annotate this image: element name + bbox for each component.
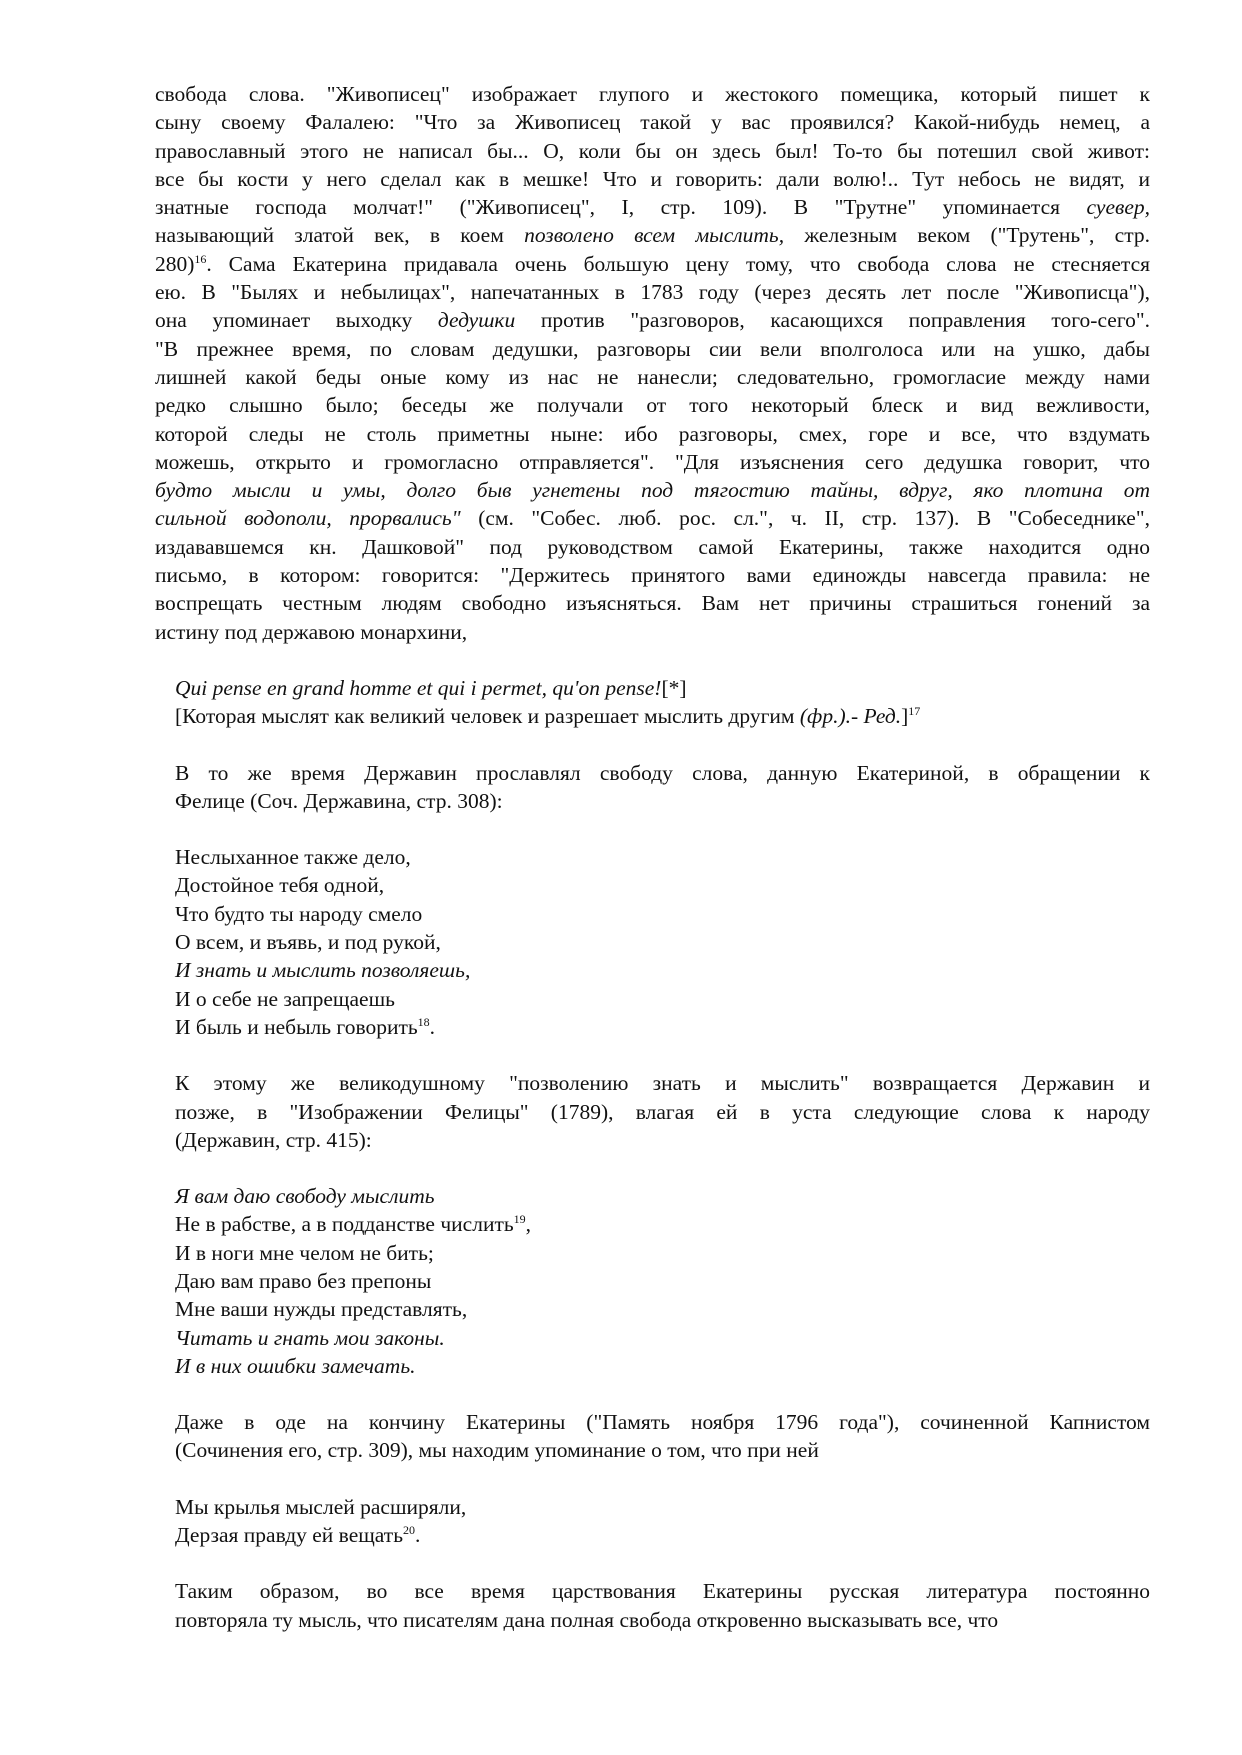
text-line <box>155 391 1150 419</box>
footnote-marker: 19 <box>513 1212 526 1227</box>
text-line <box>155 476 1150 504</box>
text-segment: она упоминает выходку <box>155 308 438 333</box>
text-segment: лишней какой беды оные кому из нас не нанесли; следовательно, громогласие между нами <box>155 364 1150 389</box>
text-segment: И в них ошибки замечать. <box>175 1353 416 1378</box>
text-line <box>155 618 1150 646</box>
text-segment: православный этого не написал бы... О, коли бы он здесь был! То-то бы потешил свой живот: <box>155 138 1150 163</box>
text-segment: Не в рабстве, а в подданстве числить <box>175 1212 514 1237</box>
verse-line <box>175 1267 1150 1295</box>
paragraph <box>155 759 1150 816</box>
text-segment: дедушки <box>437 308 516 333</box>
text-line <box>155 1577 1150 1605</box>
footnote-marker: 17 <box>908 704 921 719</box>
text-segment: письмо, в котором: говорится: "Держитесь принятого вами единожды навсегда правила: не <box>155 563 1150 588</box>
paragraph <box>155 1069 1150 1154</box>
text-segment: (см. "Собес. люб. рос. сл.", ч. II, стр. 137). В "Собеседнике", <box>460 506 1150 531</box>
text-segment: Что будто ты народу смело <box>175 901 423 926</box>
text-segment: , <box>525 1212 532 1237</box>
verse-line <box>175 928 1150 956</box>
text-segment: В то же время Державин прославлял свободу слова, данную Екатериной, в обращении к <box>175 760 1150 785</box>
text-segment: Таким образом, во все время царствования Екатерины русская литература постоянно <box>175 1579 1150 1604</box>
text-segment: сильной водополи, прорвались" <box>155 506 461 531</box>
text-segment: будто мысли и умы, долго быв угнетены под тягостию тайны, вдруг, яко плотина от <box>155 478 1150 503</box>
poem-stanza <box>155 1493 1150 1550</box>
text-segment: сыну своему Фалалею: "Что за Живописец такой у вас проявился? Какой-нибудь немец, а <box>155 110 1150 135</box>
text-line <box>155 278 1150 306</box>
paragraph <box>155 1577 1150 1634</box>
text-line <box>155 420 1150 448</box>
text-segment: Qui pense en grand homme et qui i permet, qu'on pense! <box>175 675 662 700</box>
text-segment: (Державин, стр. 415): <box>175 1127 372 1152</box>
quotation <box>155 674 1150 731</box>
text-segment: И о себе не запрещаешь <box>175 986 395 1011</box>
paragraph <box>155 1408 1150 1465</box>
poem-stanza <box>155 1182 1150 1380</box>
document-page <box>155 80 1150 1634</box>
text-segment: И быль и небыль говорить <box>175 1014 418 1039</box>
text-line <box>155 363 1150 391</box>
text-line <box>155 221 1150 249</box>
text-segment: И в ноги мне челом не бить; <box>175 1240 434 1265</box>
text-line <box>155 137 1150 165</box>
text-segment: 280) <box>155 251 195 276</box>
text-segment: против "разговоров, касающихся поправления того-сего". <box>515 308 1151 333</box>
text-segment: Неслыханное также дело, <box>175 845 411 870</box>
text-segment: [Которая мыслят как великий человек и разрешает мыслить другим <box>175 704 800 729</box>
verse-line <box>175 1239 1150 1267</box>
text-segment: Даже в оде на кончину Екатерины ("Память ноября 1796 года"), сочиненной Капнистом <box>175 1410 1150 1435</box>
text-line <box>155 1069 1150 1097</box>
text-line <box>155 250 1150 278</box>
text-segment: суевер, <box>1086 195 1150 220</box>
text-segment: ] <box>901 704 909 729</box>
text-line <box>155 306 1150 334</box>
text-segment: позже, в "Изображении Фелицы" (1789), влагая ей в уста следующие слова к народу <box>175 1099 1150 1124</box>
verse-line <box>175 1352 1150 1380</box>
text-segment: Читать и гнать мои законы. <box>175 1325 445 1350</box>
text-segment: . Сама Екатерина придавала очень большую цену тому, что свобода слова не стесняется <box>206 251 1150 276</box>
text-line <box>155 1126 1150 1154</box>
text-segment: (фр.).- Ред. <box>799 704 902 729</box>
text-segment: можешь, открыто и громогласно отправляется". "Для изъяснения сего дедушка говорит, что <box>155 449 1150 474</box>
text-segment: Мне ваши нужды представлять, <box>175 1297 468 1322</box>
verse-line <box>175 1324 1150 1352</box>
text-line <box>155 165 1150 193</box>
text-segment: О всем, и въявь, и под рукой, <box>175 930 441 955</box>
text-segment: . <box>415 1523 421 1548</box>
text-segment: все бы кости у него сделал как в мешке! Что и говорить: дали волю!.. Тут небось не видят, и <box>155 166 1150 191</box>
poem-stanza <box>155 843 1150 1041</box>
text-segment: ею. В "Былях и небылицах", напечатанных в 1783 году (через десять лет после "Живописца"), <box>155 280 1150 305</box>
verse-line <box>175 1013 1150 1041</box>
text-segment: К этому же великодушному "позволению знать и мыслить" возвращается Державин и <box>175 1071 1150 1096</box>
footnote-marker: 20 <box>403 1522 415 1537</box>
verse-line <box>175 1521 1150 1549</box>
text-segment: железным веком ("Трутень", стр. <box>784 223 1150 248</box>
verse-line <box>175 956 1150 984</box>
text-line <box>155 533 1150 561</box>
footnote-marker: 18 <box>417 1014 430 1029</box>
text-segment: знатные господа молчат!" ("Живописец", I, стр. 109). В "Трутне" упоминается <box>155 195 1087 220</box>
text-segment: "В прежнее время, по словам дедушки, разговоры сии вели вполголоса или на ушко, дабы <box>155 336 1150 361</box>
text-line <box>155 1408 1150 1436</box>
text-segment: [*] <box>661 675 687 700</box>
text-segment: истину под державою монархини, <box>155 619 468 644</box>
text-line <box>155 1436 1150 1464</box>
text-segment: издававшемся кн. Дашковой" под руководством самой Екатерины, также находится одно <box>155 534 1150 559</box>
text-segment: Даю вам право без препоны <box>175 1268 432 1293</box>
verse-line <box>175 674 1150 702</box>
verse-line <box>175 1295 1150 1323</box>
text-line <box>155 1606 1150 1634</box>
verse-line <box>175 702 1150 730</box>
text-segment: которой следы не столь приметны ныне: ибо разговоры, смех, горе и все, что вздумать <box>155 421 1150 446</box>
text-segment: Достойное тебя одной, <box>175 873 385 898</box>
text-segment: Я вам даю свободу мыслить <box>175 1184 435 1209</box>
text-line <box>155 80 1150 108</box>
text-line <box>155 335 1150 363</box>
text-line <box>155 759 1150 787</box>
text-line <box>155 589 1150 617</box>
verse-line <box>175 985 1150 1013</box>
verse-line <box>175 871 1150 899</box>
verse-line <box>175 1210 1150 1238</box>
text-line <box>155 1098 1150 1126</box>
paragraph <box>155 80 1150 646</box>
text-segment: называющий златой век, в коем <box>155 223 525 248</box>
text-line <box>155 787 1150 815</box>
text-segment: позволено всем мыслить, <box>524 223 785 248</box>
text-line <box>155 504 1150 532</box>
verse-line <box>175 1493 1150 1521</box>
text-segment: . <box>429 1014 436 1039</box>
text-line <box>155 448 1150 476</box>
text-segment: свобода слова. "Живописец" изображает глупого и жестокого помещика, который пишет к <box>155 82 1150 106</box>
text-segment: И знать и мыслить позволяешь, <box>175 958 471 983</box>
text-line <box>155 193 1150 221</box>
text-line <box>155 108 1150 136</box>
text-segment: повторяла ту мысль, что писателям дана полная свобода откровенно высказывать все, что <box>175 1607 999 1632</box>
text-segment: (Сочинения его, стр. 309), мы находим упоминание о том, что при ней <box>175 1438 819 1463</box>
text-segment: Дерзая правду ей вещать <box>175 1523 403 1548</box>
verse-line <box>175 1182 1150 1210</box>
verse-line <box>175 900 1150 928</box>
text-segment: Фелице (Соч. Державина, стр. 308): <box>175 788 503 813</box>
text-segment: воспрещать честным людям свободно изъясняться. Вам нет причины страшиться гонений за <box>155 591 1150 616</box>
footnote-marker: 16 <box>194 251 207 266</box>
text-segment: редко слышно было; беседы же получали от того некоторый блеск и вид вежливости, <box>155 393 1150 418</box>
text-line <box>155 561 1150 589</box>
text-segment: Мы крылья мыслей расширяли, <box>175 1494 467 1519</box>
verse-line <box>175 843 1150 871</box>
